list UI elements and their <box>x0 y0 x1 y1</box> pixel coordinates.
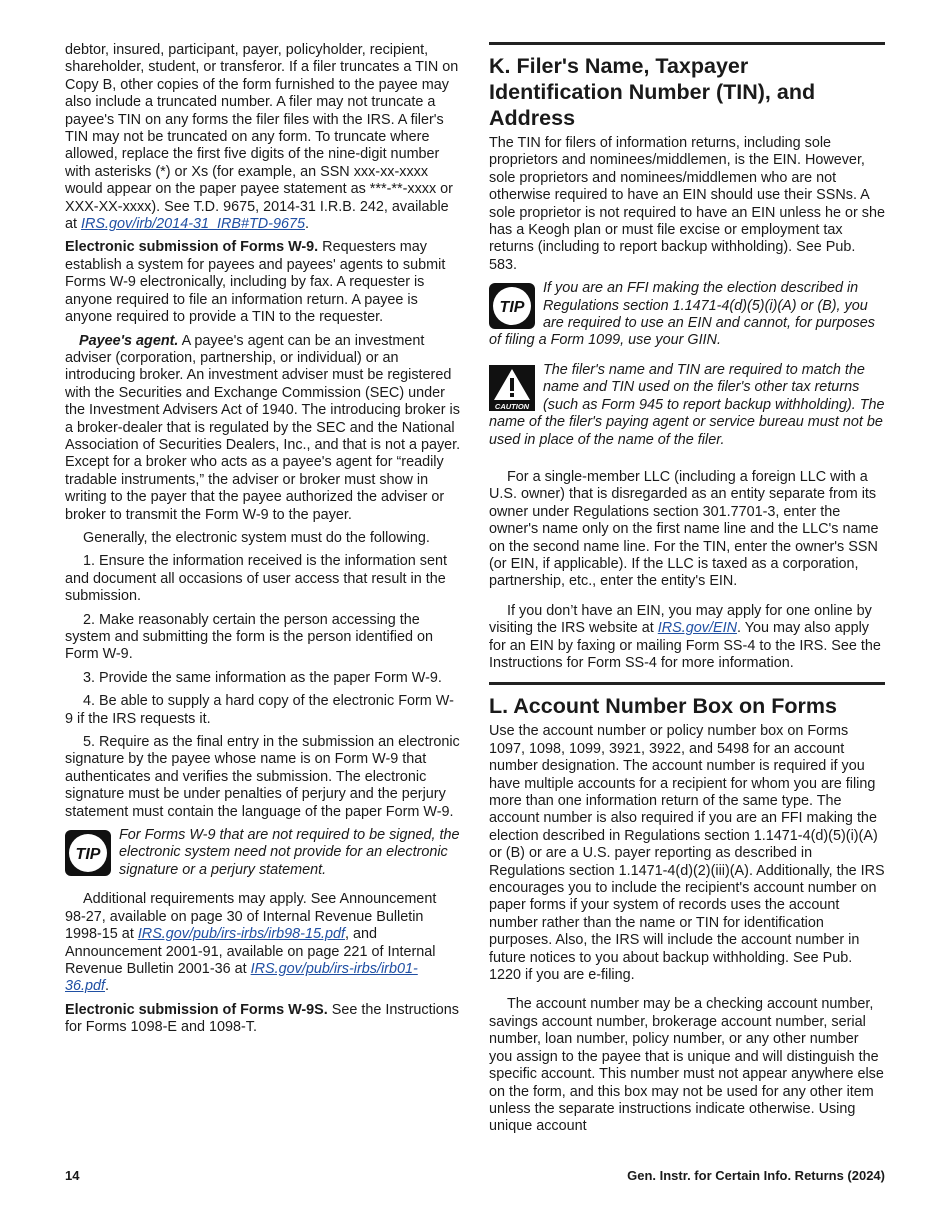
list-item: 2. Make reasonably certain the person accessing the system and submitting the form is the person identified on Form W-9. <box>65 611 433 663</box>
svg-text:TIP: TIP <box>499 299 525 317</box>
irb01-36-link[interactable]: IRS.gov/pub/irs-irbs/irb01-36.pdf <box>65 960 418 995</box>
caution-text: The filer's name and TIN are required to match the name and TIN used on the filer's other tax returns (such as Form 945 to report backup withholding). The name of the filer's paying agent or service bureau must not be used in place of the name of the filer. <box>489 361 885 448</box>
section-k-heading: K. Filer's Name, Taxpayer Identification Number (TIN), and Address <box>489 54 816 130</box>
tip-note-w9 <box>65 827 461 879</box>
svg-text:TIP: TIP <box>75 846 101 864</box>
left-column <box>65 42 461 1043</box>
llc-paragraph: For a single-member LLC (including a foreign LLC with a U.S. owner) that is disregarded as an entity separate from its owner under Regulations section 301.7701-3, enter the owner's name only on the first name line and the LLC's name on the second name line. For the TIN, enter the owner's SSN (or EIN, if applicable). If the LLC is taxed as a corporation, partnership, etc., enter the entity's EIN. <box>489 468 879 590</box>
irs-ein-link[interactable]: IRS.gov/EIN <box>657 620 737 637</box>
l-account-number-paragraph: The account number may be a checking account number, savings account number, brokerage account number, serial number, loan number, policy number, or any other number you assign to the payee that is unique and will distinguish the specific account. This number must not appear anywhere else on the form, and this box may not be used for any other item unless the separate instructions indicate otherwise. Using unique account <box>489 996 884 1135</box>
generally-paragraph: Generally, the electronic system must do the following. <box>83 529 430 546</box>
w9s-electronic-heading: Electronic submission of Forms W-9S. <box>65 1001 328 1018</box>
section-k-rule <box>489 42 885 45</box>
footer-title: Gen. Instr. for Certain Info. Returns (2024) <box>627 1168 885 1183</box>
right-column <box>489 42 885 1142</box>
w9-electronic-heading: Electronic submission of Forms W-9. <box>65 239 319 256</box>
tip-text: If you are an FFI making the election described in Regulations section 1.1471-4(d)(5)(i)(A) or (B), you are required to use an EIN and cannot, for purposes of filing a Form 1099, use your GIIN. <box>489 280 875 349</box>
list-item: 4. Be able to supply a hard copy of the electronic Form W-9 if the IRS requests it. <box>65 693 454 727</box>
section-l-rule <box>489 682 885 685</box>
payee-agent-heading: Payee's agent. <box>79 332 179 349</box>
additional-requirements-paragraph: Additional requirements may apply. See Announcement 98-27, available on page 30 of Internal Revenue Bulletin 1998-15 at IRS.gov/pub/irs-irbs/irb98-15.pdf, and Announcement 2001-91, available on page 221 of Internal Revenue Bulletin 2001-36 at IRS.gov/pub/irs-irbs/irb01-36.pdf. <box>65 891 437 995</box>
irb98-15-link[interactable]: IRS.gov/pub/irs-irbs/irb98-15.pdf <box>137 926 345 943</box>
page-number: 14 <box>65 1168 80 1183</box>
tip-icon <box>65 830 111 876</box>
section-l-heading: L. Account Number Box on Forms <box>489 694 837 719</box>
list-item: 5. Require as the final entry in the submission an electronic signature by the payee whose name is on Form W-9 that authenticates and verifies the submission. The electronic signature must be under penalties of perjury and the perjury statement must contain the language of the paper Form W-9. <box>65 734 460 820</box>
tip-text: For Forms W-9 that are not required to be signed, the electronic system need not provide for an electronic signature or a perjury statement. <box>119 827 460 878</box>
l-account-paragraph: Use the account number or policy number box on Forms 1097, 1098, 1099, 3921, 3922, and 5498 for an account number designation. The account number is required if you have multiple accounts for a recipient for whom you are filing more than one information return of the same type. The account number is also required if you are an FFI making the election described in Regulations section 1.1471-4(d)(5)(i)(A) or (B) or are a U.S. payer reporting as described in Regulations section 1.1471-4(d)(2)(iii)(A). Additionally, the IRS encourages you to include the recipient's account number on paper forms if your system of records uses the account number rather than the name or TIN for identification purposes. Also, the IRS will include the account number in future notices to you about backup withholding. See Pub. 1220 if you are e-filing. <box>489 723 885 984</box>
ein-paragraph: If you don’t have an EIN, you may apply for one online by visiting the IRS website at IRS.gov/EIN. You may also apply for an EIN by faxing or mailing Form SS-4 to the IRS. See the Instructions for Form SS-4 for more information. <box>489 602 881 671</box>
payee-agent-paragraph: Payee's agent. A payee's agent can be an investment adviser (corporation, partnership, or individual) or an introducing broker. An investment adviser must be registered with the Securities and Exchange Commission (SEC) under the Investment Advisers Act of 1940. The introducing broker is a broker-dealer that is regulated by the SEC and the National Association of Securities Dealers, Inc., and that is not a payer. Except for a broker who acts as a payee's agent for “readily tradable instruments,” the adviser or broker must show in writing to the payer that the payee authorized the adviser or broker to transmit the Form W-9 to the payer. <box>65 332 461 523</box>
tip-icon <box>489 283 535 329</box>
list-item: 3. Provide the same information as the paper Form W-9. <box>83 669 442 686</box>
list-item: 1. Ensure the information received is the information sent and document all occasions of user access that result in the submission. <box>65 553 447 605</box>
caution-icon <box>489 365 535 411</box>
truncation-paragraph: debtor, insured, participant, payer, policyholder, recipient, shareholder, student, or transferor. If a filer truncates a TIN on Copy B, other copies of the form furnished to the payee may also include a truncated number. A filer may not truncate a payee's TIN on any forms the filer files with the IRS. A filer's TIN may not be truncated on any form. To truncate where allowed, replace the first five digits of the nine-digit number with asterisks (*) or Xs (for example, an SSN xxx-xx-xxxx would appear on the paper payee statement as ***-**-xxxx or XXX-XX-xxxx). See T.D. 9675, 2014-31 I.R.B. 242, available at IRS.gov/irb/2014-31_IRB#TD-9675. <box>65 42 459 233</box>
tip-note-ffi <box>489 280 885 350</box>
w9s-electronic-paragraph: Electronic submission of Forms W-9S. See the Instructions for Forms 1098-E and 1098-T. <box>65 1001 459 1036</box>
td-9675-link[interactable]: IRS.gov/irb/2014-31_IRB#TD-9675 <box>81 216 305 233</box>
k-tin-paragraph: The TIN for filers of information returns, including sole proprietors and nominees/middlemen, is the EIN. However, sole proprietors and nominees/middlemen who are not otherwise required to have an EIN should use their SSNs. A sole proprietor is not required to have an EIN unless he or she has a Keogh plan or must file excise or employment tax returns (including to report backup withholding). See Pub. 583. <box>489 135 885 273</box>
svg-text:CAUTION: CAUTION <box>494 401 530 411</box>
caution-note <box>489 362 885 449</box>
w9-electronic-paragraph: Electronic submission of Forms W-9. Requesters may establish a system for payees and payees' agents to submit Forms W-9 electronically, including by fax. A requester is anyone required to file an information return. A payee is anyone required to provide a TIN to the requester. <box>65 239 446 326</box>
